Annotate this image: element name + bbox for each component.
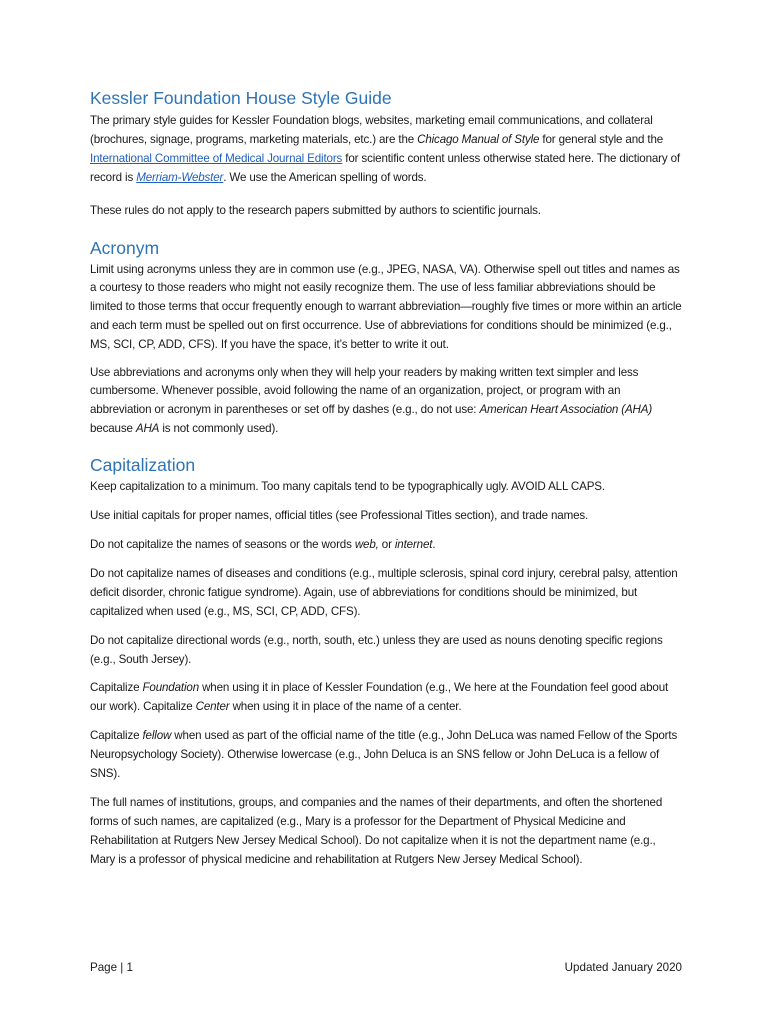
internet-term: internet xyxy=(394,538,433,551)
fellow-term: fellow xyxy=(142,729,172,743)
text-run: or xyxy=(378,538,395,551)
cap-paragraph-8: The full names of institutions, groups, and companies and the names of their departments, and often the shortened forms of such names, are capitalized (e.g., Mary is a professor for the Department of Physical Medicine and Rehabilitation at Rutgers New Jersey Medical School). Do not capitalize when it is not the department name (e.g., Mary is a professor of physical medicine and rehabilitation at Rutgers New Jersey Medical School). xyxy=(90,795,663,866)
text-run: Capitalize xyxy=(90,681,143,695)
acronym-paragraph-2 xyxy=(90,364,682,440)
text-run: . xyxy=(432,538,436,551)
merriam-webster-link[interactable]: Merriam-Webster xyxy=(136,170,224,184)
cap-paragraph-5: Do not capitalize directional words (e.g., north, south, etc.) unless they are used as nouns denoting specific regions (e.g., South Jersey). xyxy=(90,633,663,666)
text-run: The primary style guides for Kessler Foundation blogs, websites, marketing email communications, and collateral (brochures, signage, programs, marketing materials, etc.) are the xyxy=(90,114,653,146)
page-number: Page | 1 xyxy=(90,961,133,974)
text-run: Do not capitalize the names of seasons or the words xyxy=(90,538,355,551)
text-run: Use abbreviations and acronyms only when they will help your readers by making written text simpler and less cumbersome. Whenever possible, avoid following the name of an organization, project, or program with an abbreviation or acronym in parentheses or set off by dashes (e.g., do not use: xyxy=(90,365,639,417)
aha-abbrev: AHA xyxy=(135,422,160,436)
aha-example: American Heart Association (AHA) xyxy=(479,403,653,417)
cap-paragraph-1: Keep capitalization to a minimum. Too many capitals tend to be typographically ugly. AVOID ALL CAPS. xyxy=(90,480,605,494)
text-run: . We use the American spelling of words. xyxy=(223,170,427,184)
document-title: Kessler Foundation House Style Guide xyxy=(90,88,392,108)
acronym-paragraph-1: Limit using acronyms unless they are in common use (e.g., JPEG, NASA, VA). Otherwise spell out titles and names as a courtesy to those readers who might not easily recognize them. The use of less familiar abbreviations should be limited to those terms that occur frequently enough to warrant abbreviation—roughly five times or more within an article and each term must be spelled out on first occurrence. Use of abbreviations for conditions should be minimized (e.g., MS, SCI, CP, ADD, CFS). If you have the space, it’s better to write it out. xyxy=(90,262,682,352)
text-run: Capitalize xyxy=(90,729,143,743)
cap-paragraph-2: Use initial capitals for proper names, official titles (see Professional Titles section), and trade names. xyxy=(90,509,589,523)
web-term: web, xyxy=(354,538,379,551)
cap-paragraph-6 xyxy=(90,679,682,717)
intro-paragraph xyxy=(90,112,682,188)
cap-paragraph-7 xyxy=(90,727,682,784)
page-footer xyxy=(90,961,682,974)
updated-date: Updated January 2020 xyxy=(564,961,682,974)
cap-paragraph-4: Do not capitalize names of diseases and conditions (e.g., multiple sclerosis, spinal cord injury, cerebral palsy, attention deficit disorder, chronic fatigue syndrome). Again, use of abbreviations for conditions should be minimized, but capitalized when used (e.g., MS, SCI, CP, ADD, CFS). xyxy=(90,566,678,618)
text-run: is not commonly used). xyxy=(159,422,279,436)
document-page xyxy=(90,86,682,878)
text-run: when using it in place of Kessler Foundation (e.g., We here at the Foundation feel good about our work). Capitalize xyxy=(90,681,669,714)
text-run: when using it in place of the name of a center. xyxy=(229,700,462,714)
capitalization-heading: Capitalization xyxy=(90,455,196,476)
cap-paragraph-3 xyxy=(90,536,682,555)
text-run: for general style and the xyxy=(539,132,664,146)
text-run: when used as part of the official name of the title (e.g., John DeLuca was named Fellow of the Sports Neuropsychology Society). Otherwise lowercase (e.g., John Deluca is an SNS fellow or John DeLuca is a fellow of SNS). xyxy=(90,729,678,781)
scope-paragraph: These rules do not apply to the research papers submitted by authors to scientific journals. xyxy=(90,203,541,217)
icmje-link[interactable]: International Committee of Medical Journal Editors xyxy=(90,151,343,165)
acronym-heading: Acronym xyxy=(90,237,160,258)
center-term: Center xyxy=(195,700,230,714)
text-run: because xyxy=(90,422,136,436)
text-run: for scientific content unless otherwise stated here. The dictionary of record is xyxy=(90,151,680,184)
foundation-term: Foundation xyxy=(142,681,199,695)
chicago-manual-text: Chicago Manual of Style xyxy=(417,132,540,146)
